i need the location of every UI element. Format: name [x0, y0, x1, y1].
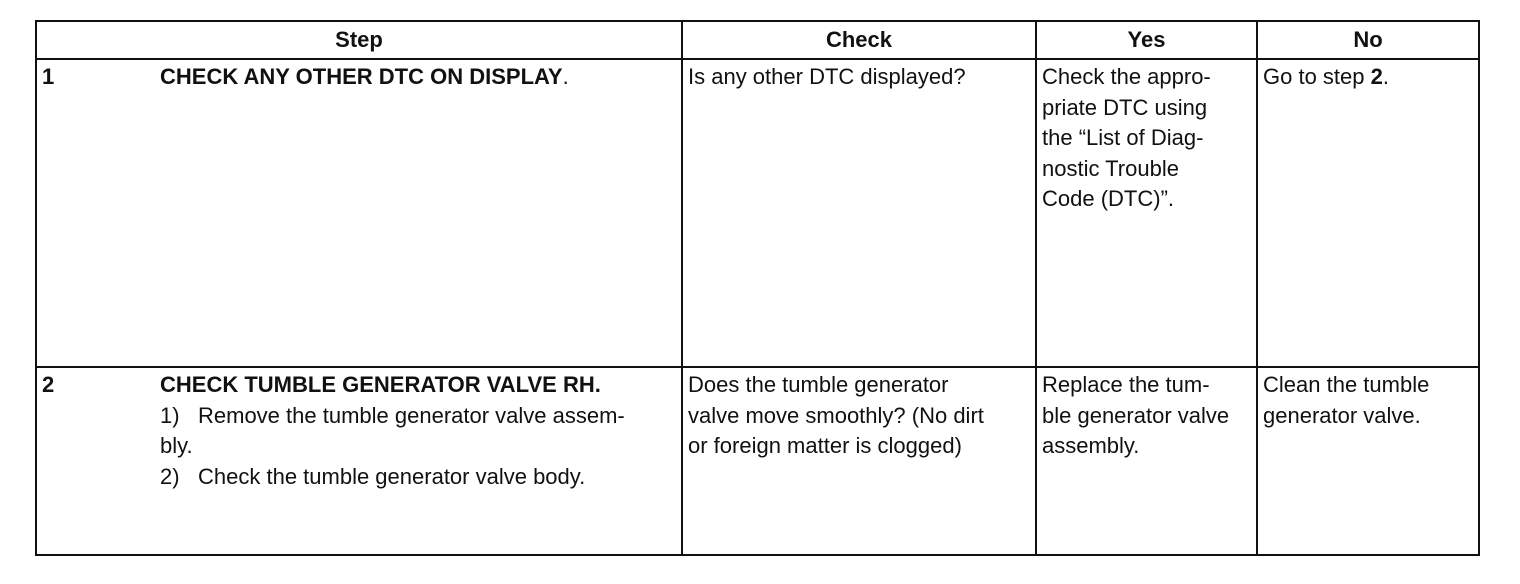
- step-number: 2: [42, 372, 55, 397]
- table-header-row: [36, 21, 1479, 59]
- yes-line: Check the appro-: [1042, 64, 1211, 89]
- yes-line: Code (DTC)”.: [1042, 186, 1175, 211]
- check-line: or foreign matter is clogged): [688, 433, 962, 458]
- substep-text: Check the tumble generator valve body.: [198, 463, 586, 489]
- header-yes: Yes: [1036, 21, 1257, 59]
- substep-number: 1): [160, 402, 180, 428]
- header-step: Step: [36, 21, 682, 59]
- yes-line: assembly.: [1042, 433, 1140, 458]
- step-number: 1: [42, 64, 55, 89]
- step-cell: [36, 367, 682, 555]
- substep-text: Remove the tumble generator valve assem-: [198, 402, 625, 428]
- check-line: Does the tumble generator: [688, 372, 949, 397]
- header-check: Check: [682, 21, 1036, 59]
- step-title: CHECK TUMBLE GENERATOR VALVE RH.: [160, 372, 601, 397]
- no-cell: [1257, 367, 1479, 555]
- check-cell: [682, 59, 1036, 367]
- no-text-suffix: .: [1382, 64, 1389, 89]
- no-text: Go to step: [1263, 64, 1371, 89]
- header-no: No: [1257, 21, 1479, 59]
- step-title-suffix: .: [562, 64, 569, 89]
- step-cell: [36, 59, 682, 367]
- no-line: generator valve.: [1263, 402, 1421, 428]
- no-cell: [1257, 59, 1479, 367]
- yes-line: nostic Trouble: [1042, 155, 1179, 181]
- table-row: [36, 59, 1479, 367]
- yes-line: Replace the tum-: [1042, 372, 1210, 397]
- diagnostic-table: [35, 20, 1480, 556]
- check-line: valve move smoothly? (No dirt: [688, 402, 984, 428]
- check-cell: [682, 367, 1036, 555]
- table-row: [36, 367, 1479, 555]
- yes-line: the “List of Diag-: [1042, 125, 1204, 150]
- substep-number: 2): [160, 463, 180, 489]
- yes-cell: [1036, 367, 1257, 555]
- substep: [160, 462, 676, 493]
- substep-continuation: bly.: [160, 433, 193, 458]
- substep: [160, 401, 676, 432]
- no-line: Clean the tumble: [1263, 372, 1430, 397]
- yes-line: priate DTC using: [1042, 94, 1208, 120]
- check-text: Is any other DTC displayed?: [688, 64, 966, 89]
- yes-line: ble generator valve: [1042, 402, 1230, 428]
- no-step-ref: 2: [1370, 64, 1383, 89]
- yes-cell: [1036, 59, 1257, 367]
- step-title: CHECK ANY OTHER DTC ON DISPLAY: [160, 64, 563, 89]
